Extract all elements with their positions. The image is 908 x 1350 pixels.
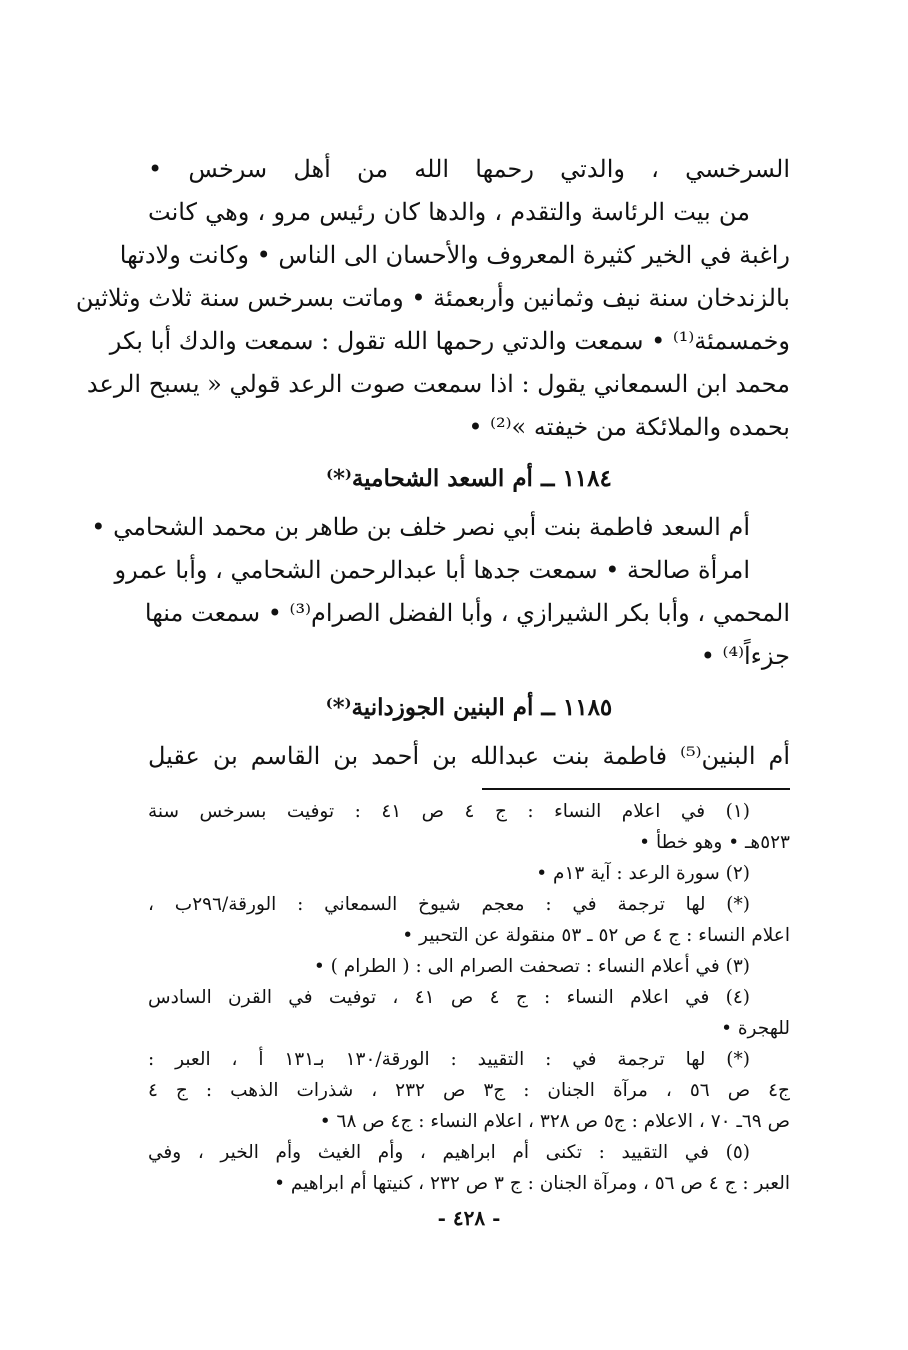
body-line: بالزندخان سنة نيف وثمانين وأربعمئة • وماتت بسرخس سنة ثلاث وثلاثين — [75, 284, 790, 312]
footnote-line: العبر : ج ٤ ص ٥٦ ، ومرآة الجنان : ج ٣ ص ٢٣٢ ، كنيتها أم ابراهيم • — [274, 1173, 790, 1194]
footnote-line: (٣) في أعلام النساء : تصحفت الصرام الى : ( الطرام ) • — [313, 956, 750, 977]
body-line: من بيت الرئاسة والتقدم ، والدها كان رئيس مرو ، وهي كانت — [148, 198, 750, 226]
body-line: المحمي ، وأبا بكر الشيرازي ، وأبا الفضل الصرام⁽³⁾ • سمعت منها — [144, 599, 790, 627]
footnotes — [148, 796, 790, 1199]
body-line: امرأة صالحة • سمعت جدها أبا عبدالرحمن الشحامي ، وأبا عمرو — [114, 556, 750, 584]
page-number: - ٤٢٨ - — [437, 1206, 501, 1230]
footnote-line: (*) لها ترجمة في : التقييد : الورقة/١٣٠ بـ١٣١ أ ، العبر : — [148, 1049, 750, 1070]
footnote-line: (٤) في اعلام النساء : ج ٤ ص ٤١ ، توفيت في القرن السادس — [148, 987, 751, 1008]
body-line: راغبة في الخير كثيرة المعروف والأحسان الى الناس • وكانت ولادتها — [119, 241, 790, 269]
body-line: وخمسمئة⁽¹⁾ • سمعت والدتي رحمها الله تقول : سمعت والدك أبا بكر — [109, 327, 790, 355]
footnote-divider — [482, 788, 790, 790]
body-line: بحمده والملائكة من خيفته »⁽²⁾ • — [468, 413, 790, 441]
intro-paragraph — [75, 148, 790, 449]
entry-heading-1184: ١١٨٤ ــ أم السعد الشحامية⁽*⁾ — [326, 465, 612, 492]
footnote-line: (٥) في التقييد : تكنى أم ابراهيم ، وأم الغيث وأم الخير ، وفي — [148, 1142, 750, 1163]
body-line: محمد ابن السمعاني يقول : اذا سمعت صوت الرعد قولي « يسبح الرعد — [86, 370, 790, 398]
footnote-line: (*) لها ترجمة في : معجم شيوخ السمعاني : الورقة/٢٩٦ب ، — [148, 894, 750, 915]
body-line: جزءاً⁽⁴⁾ • — [700, 642, 790, 670]
footnote-line: اعلام النساء : ج ٤ ص ٥٢ ـ ٥٣ منقولة عن التحبير • — [402, 925, 790, 946]
body-line: أم البنين⁽⁵⁾ فاطمة بنت عبدالله بن أحمد بن القاسم بن عقيل — [148, 742, 791, 770]
footnote-line: (٢) سورة الرعد : آية ١٣م • — [536, 863, 750, 884]
footnote-line: ج٤ ص ٥٦ ، مرآة الجنان : ج٣ ص ٢٣٢ ، شذرات الذهب : ج ٤ — [148, 1080, 790, 1101]
footnote-line: للهجرة • — [721, 1018, 790, 1039]
entry-heading-1185: ١١٨٥ ــ أم البنين الجوزدانية⁽*⁾ — [325, 694, 613, 721]
entry-1185-text — [148, 735, 790, 778]
footnote-line: ٥٢٣هـ • وهو خطأ • — [639, 832, 790, 853]
body-line: السرخسي ، والدتي رحمها الله من أهل سرخس • — [148, 155, 790, 183]
body-line: أم السعد فاطمة بنت أبي نصر خلف بن طاهر بن محمد الشحامي • — [91, 513, 750, 541]
entry-1184-text — [91, 506, 790, 678]
footnote-line: (١) في اعلام النساء : ج ٤ ص ٤١ : توفيت بسرخس سنة — [148, 801, 751, 822]
footnote-line: ص ٦٩ـ ٧٠ ، الاعلام : ج٥ ص ٣٢٨ ، اعلام النساء : ج٤ ص ٦٨ • — [319, 1111, 790, 1132]
